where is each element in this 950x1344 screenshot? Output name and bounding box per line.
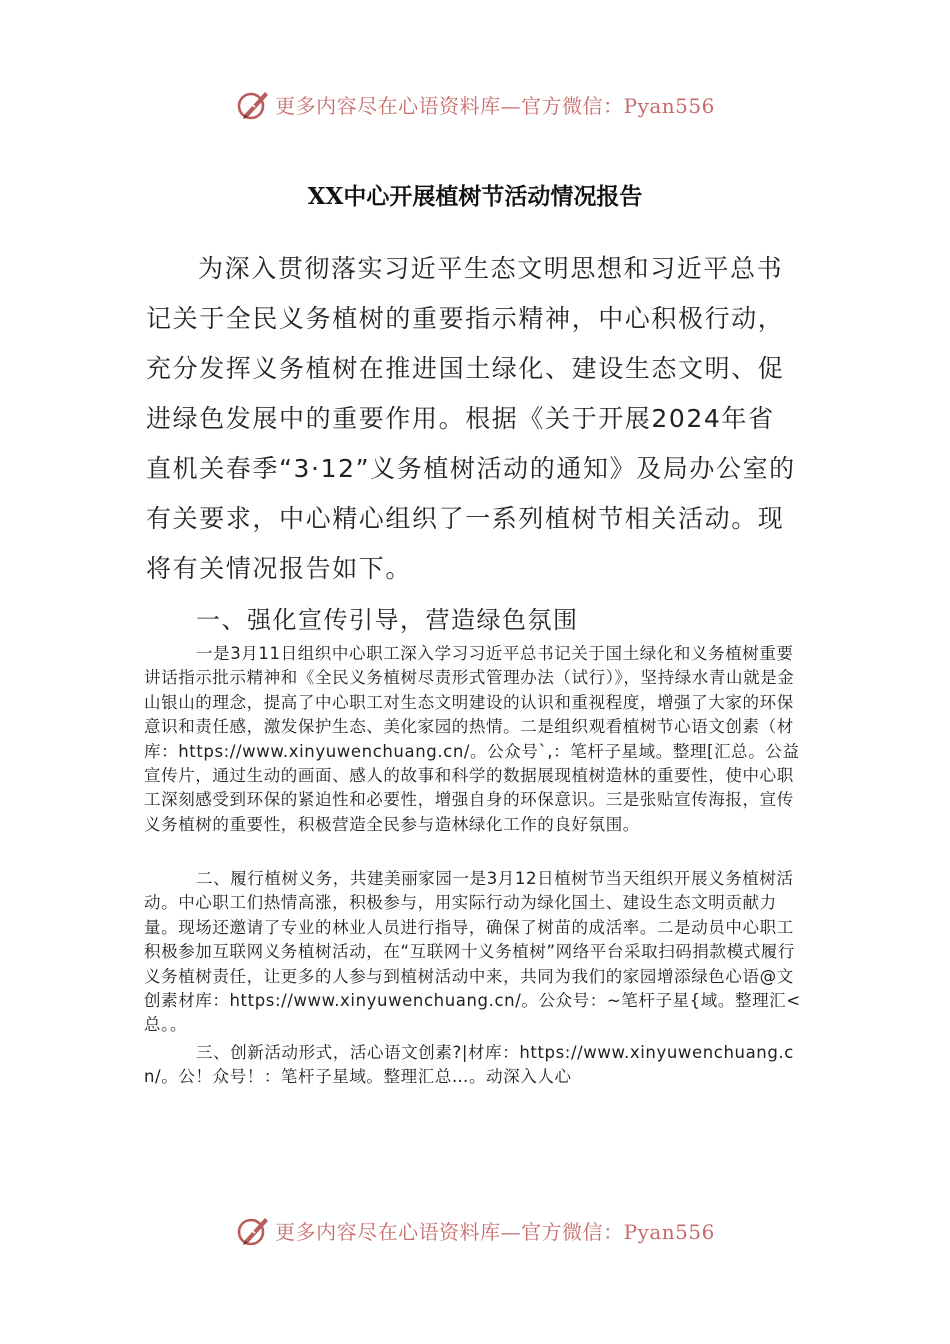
lead-paragraph: 为深入贯彻落实习近平生态文明思想和习近平总书记关于全民义务植树的重要指示精神，中心积极行动，充分发挥义务植树在推进国土绿化、建设生态文明、促进绿色发展中的重要作用。根据《关于开展2024年省直机关春季“3·12”义务植树活动的通知》及局办公室的有关要求，中心精心组织了一系列植树节相关活动。现将有关情况报告如下。 xyxy=(146,254,796,583)
body-paragraph: 一是3月11日组织中心职工深入学习习近平总书记关于国土绿化和义务植树重要讲话指示批示精神和《全民义务植树尽责形式管理办法（试行）》，坚持绿水青山就是金山银山的理念，提高了中心职工对生态文明建设的认识和重视程度，增强了大家的环保意识和责任感，激发保护生态、美化家园的热情。二是组织观看植树节心语文创素（材库：https://www.xinyuwenchuang.cn/。公众号`,：笔杆子星域。整理[汇总。公益宣传片，通过生动的画面、感人的故事和科学的数据展现植树造林的重要性，使中心职工深刻感受到环保的紧迫性和必要性，增强自身的环保意识。三是张贴宣传海报，宣传义务植树的重要性，积极营造全民参与造林绿化工作的良好氛围。 xyxy=(144,644,800,834)
footer-banner-text: 更多内容尽在心语资料库—官方微信：Pyan556 xyxy=(275,1219,715,1244)
header-banner-text: 更多内容尽在心语资料库—官方微信：Pyan556 xyxy=(275,93,715,118)
pen-circle-logo-icon xyxy=(235,86,271,122)
body-paragraph: 三、创新活动形式，活心语文创素?|材库：https://www.xinyuwenchuang.cn/。公！众号！：笔杆子星域。整理汇总…。动深入人心 xyxy=(144,1043,794,1087)
footer-banner xyxy=(0,1210,950,1250)
header-banner xyxy=(0,84,950,124)
body-paragraph: 二、履行植树义务，共建美丽家园一是3月12日植树节当天组织开展义务植树活动。中心职工们热情高涨，积极参与，用实际行动为绿化国土、建设生态文明贡献力量。现场还邀请了专业的林业人员进行指导，确保了树苗的成活率。二是动员中心职工积极参加互联网义务植树活动，在“互联网十义务植树”网络平台采取扫码捐款模式履行义务植树责任，让更多的人参与到植树活动中来，共同为我们的家园增添绿色心语@文创素材库：https://www.xinyuwenchuang.cn/。公众号：~笔杆子星{域。整理汇<总。。 xyxy=(144,869,801,1035)
pen-circle-logo-icon xyxy=(235,1212,271,1248)
document-title: XX中心开展植树节活动情况报告 xyxy=(307,183,643,210)
section-heading: 一、强化宣传引导，营造绿色氛围 xyxy=(196,606,579,634)
